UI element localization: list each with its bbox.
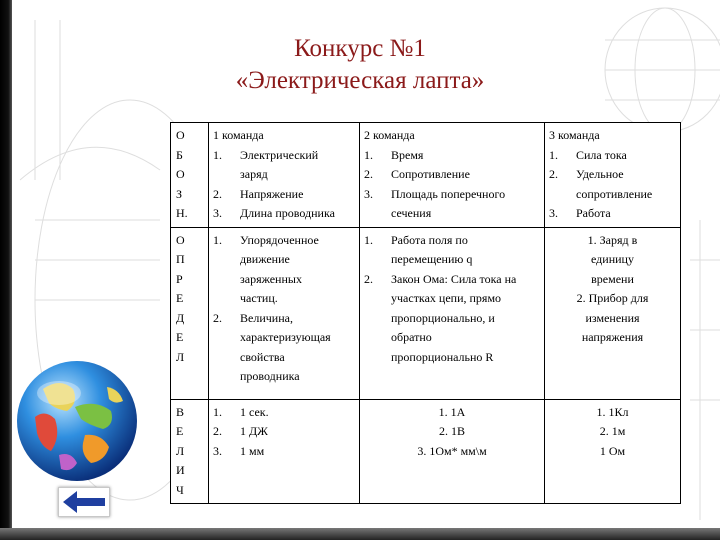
globe-icon: [15, 359, 139, 483]
row-label-notation: О Б О З Н.: [171, 123, 209, 228]
list-item: 1. Упорядоченное движение заряженных частиц.: [213, 232, 319, 305]
list-item: 3. Площадь поперечного сечения: [364, 186, 506, 220]
list-item: 2. Величина, характеризующая свойства проводника: [213, 310, 331, 383]
list-item: 2. Закон Ома: Сила тока на участках цепи, прямо пропорционально, и обратно пропорционально R: [364, 271, 517, 364]
cell-team2-units: 1. 1А 2. 1В 3. 1Ом* мм\м: [360, 399, 545, 504]
list-item: 3. 1 мм: [213, 443, 265, 458]
list-item: 2. Удельное сопротивление: [549, 167, 653, 201]
list-item: 3. Работа: [549, 206, 611, 220]
cell-team2-definition: [360, 227, 545, 399]
cell-team3-notation: [545, 123, 681, 228]
list-item: 1. Электрический заряд: [213, 147, 319, 181]
list-item: 2. 1 ДЖ: [213, 424, 268, 438]
cell-team2-notation: [360, 123, 545, 228]
cell-team3-units: 1. 1Кл 2. 1м 1 Ом: [545, 399, 681, 504]
slide-title-line-1: Конкурс №1: [294, 35, 426, 62]
list-item: 1. Сила тока: [549, 147, 627, 162]
answers-table: [170, 122, 681, 504]
list-item: 2. Сопротивление: [364, 167, 470, 181]
bottom-frame-strip: [0, 528, 720, 540]
back-button[interactable]: [58, 487, 110, 517]
cell-team3-definition: 1. Заряд в единицу времени 2. Прибор для изменения напряжения: [545, 227, 681, 399]
back-arrow-icon: [59, 488, 109, 516]
cell-team1-notation: [209, 123, 360, 228]
row-label-definition: О П Р Е Д Е Л: [171, 227, 209, 399]
cell-team1-units: [209, 399, 360, 504]
list-item: 1. Время: [364, 147, 424, 162]
header-team2: 2 команда: [364, 128, 415, 142]
list-item: 1. 1 сек.: [213, 404, 269, 419]
list-item: 2. Напряжение: [213, 186, 304, 201]
table-row-notation: [171, 123, 681, 228]
list-item: 3. Длина проводника: [213, 206, 335, 220]
table-row-definition: [171, 227, 681, 399]
table-row-units: [171, 399, 681, 504]
header-team1: 1 команда: [213, 128, 264, 142]
slide-title-line-2: «Электрическая лапта»: [235, 67, 485, 94]
row-label-units: В Е Л И Ч: [171, 399, 209, 504]
header-team3: 3 команда: [549, 128, 600, 142]
list-item: 1. Работа поля по перемещению q: [364, 232, 473, 266]
cell-team1-definition: [209, 227, 360, 399]
